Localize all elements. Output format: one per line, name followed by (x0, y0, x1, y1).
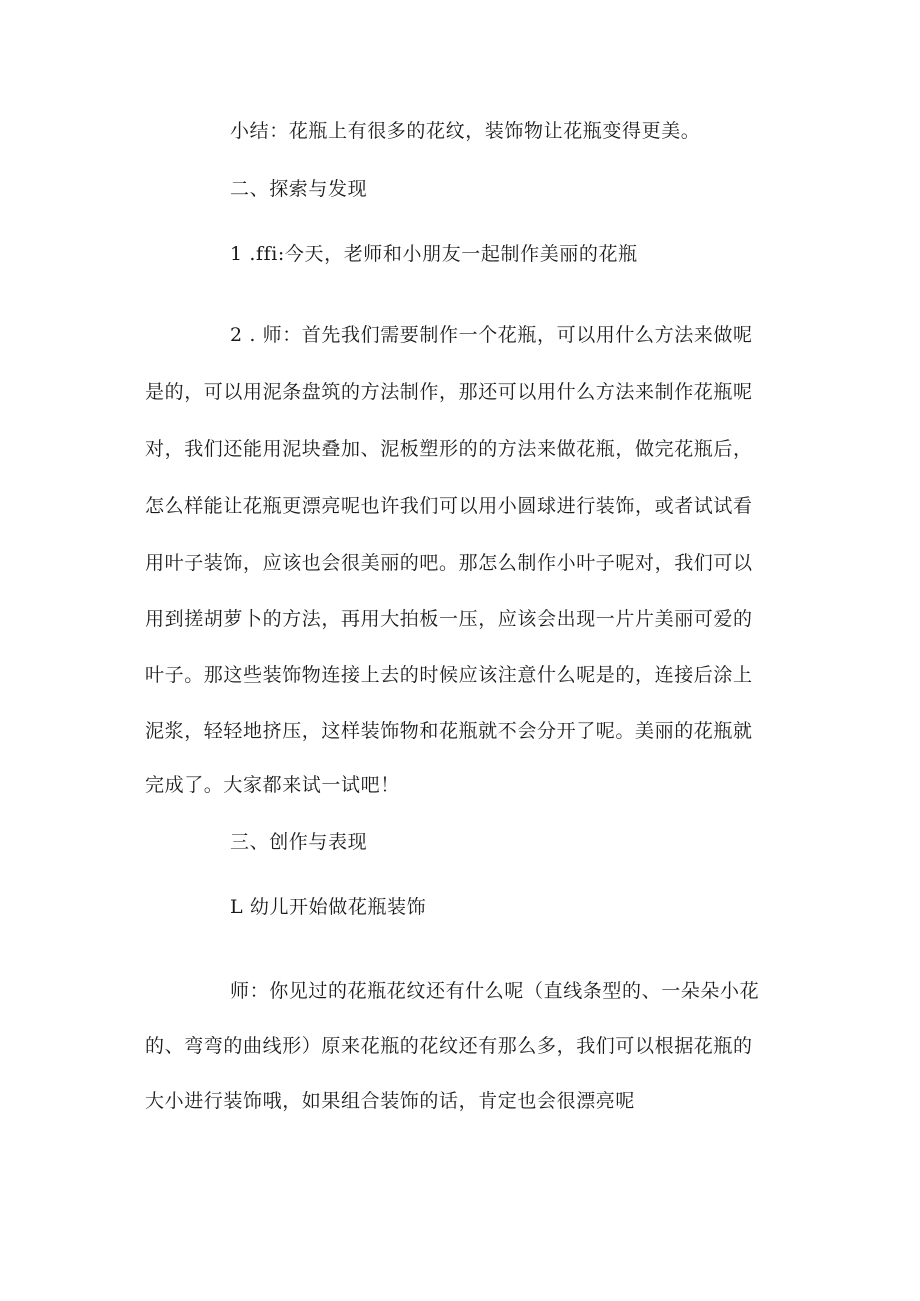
teacher-line-1: 师：你见过的花瓶花纹还有什么呢（直线条型的、一朵朵小花 (230, 980, 760, 1002)
teacher-line-2: 的、弯弯的曲线形）原来花瓶的花纹还有那么多，我们可以根据花瓶的 (145, 1035, 753, 1057)
step-2-line-8: 泥浆，轻轻地挤压，这样装饰物和花瓶就不会分开了呢。美丽的花瓶就 (145, 720, 753, 742)
section-heading-create: 三、创作与表现 (230, 831, 368, 853)
step-2-line-2: 是的，可以用泥条盘筑的方法制作，那还可以用什么方法来制作花瓶呢 (145, 381, 753, 403)
section-heading-explore: 二、探索与发现 (230, 178, 368, 200)
summary-line: 小结：花瓶上有很多的花纹，装饰物让花瓶变得更美。 (230, 120, 701, 142)
teacher-line-3: 大小进行装饰哦，如果组合装饰的话，肯定也会很漂亮呢 (145, 1090, 636, 1112)
step-2-line-3: 对，我们还能用泥块叠加、泥板塑形的的方法来做花瓶，做完花瓶后， (145, 438, 753, 460)
step-2-line-1: 2 . 师：首先我们需要制作一个花瓶，可以用什么方法来做呢 (230, 324, 753, 346)
item-l-line: L 幼儿开始做花瓶装饰 (230, 896, 427, 918)
step-2-line-6: 用到搓胡萝卜的方法，再用大拍板一压，应该会出现一片片美丽可爱的 (145, 608, 753, 630)
step-1-line: 1 .ffi:今天，老师和小朋友一起制作美丽的花瓶 (230, 243, 638, 265)
step-2-line-5: 用叶子装饰，应该也会很美丽的吧。那怎么制作小叶子呢对，我们可以 (145, 552, 753, 574)
step-2-line-9: 完成了。大家都来试一试吧！ (145, 774, 400, 796)
step-2-line-4: 怎么样能让花瓶更漂亮呢也许我们可以用小圆球进行装饰，或者试试看 (145, 495, 753, 517)
step-2-line-7: 叶子。那这些装饰物连接上去的时候应该注意什么呢是的，连接后涂上 (145, 664, 753, 686)
